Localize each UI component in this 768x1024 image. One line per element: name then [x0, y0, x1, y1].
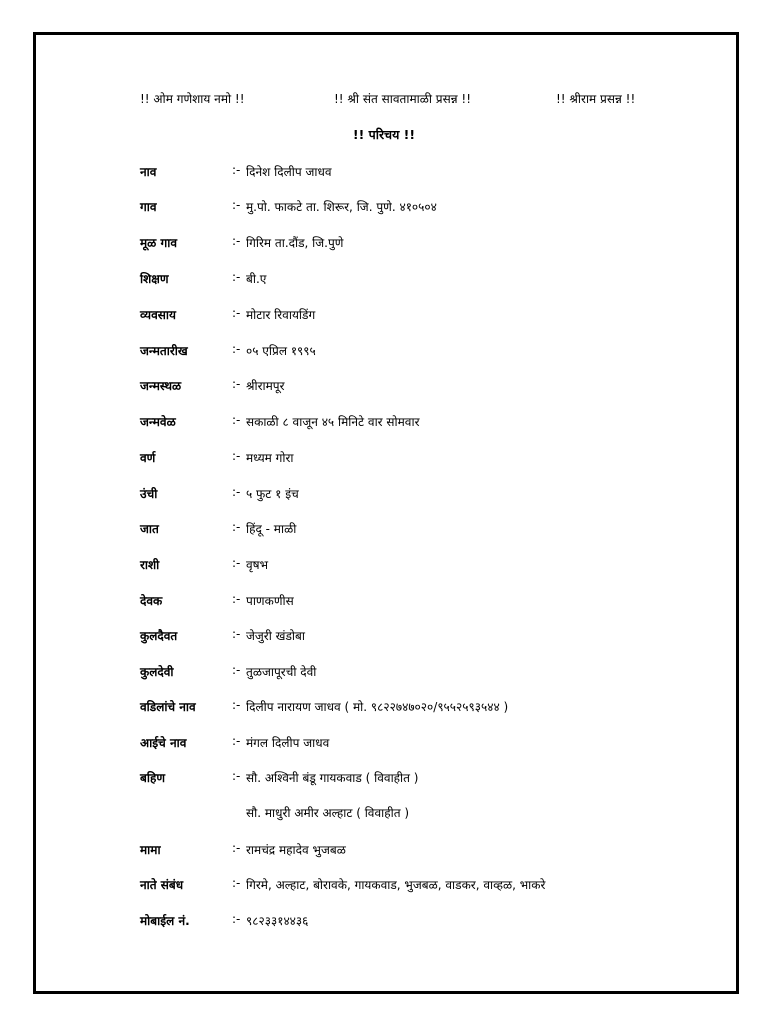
field-value: तुळजापूरची देवी: [246, 665, 317, 679]
field-value: सौ. अश्विनी बंडू गायकवाड ( विवाहीत ): [246, 771, 419, 785]
field-value: जेजुरी खंडोबा: [246, 629, 305, 643]
field-value: श्रीरामपूर: [246, 379, 285, 393]
field-separator: :-: [232, 198, 241, 212]
field-label: मोबाईल नं.: [140, 914, 190, 928]
field-separator: :-: [232, 234, 241, 248]
field-value: हिंदू - माळी: [246, 522, 297, 536]
field-label: नाते संबंध: [140, 878, 184, 892]
field-label: मूळ गाव: [140, 236, 178, 250]
field-separator: :-: [232, 769, 241, 783]
field-separator: :-: [232, 520, 241, 534]
field-separator: :-: [232, 163, 241, 177]
field-separator: :-: [232, 592, 241, 606]
field-separator: :-: [232, 841, 241, 855]
field-separator: :-: [232, 306, 241, 320]
field-value: सकाळी ८ वाजून ४५ मिनिटे वार सोमवार: [246, 415, 420, 429]
field-separator: :-: [232, 342, 241, 356]
field-value-second-sister: सौ. माधुरी अमीर अल्हाट ( विवाहीत ): [246, 806, 410, 820]
field-value: ०५ एप्रिल १९९५: [246, 344, 316, 358]
field-label: गाव: [140, 200, 157, 214]
field-separator: :-: [232, 876, 241, 890]
header-invocation-center: !! श्री संत सावतामाळी प्रसन्न !!: [334, 92, 472, 106]
field-separator: :-: [232, 627, 241, 641]
field-label: कुलदैवत: [140, 629, 178, 643]
field-value: वृषभ: [246, 558, 269, 572]
field-label: जन्मतारीख: [140, 344, 188, 358]
header-invocation-right: !! श्रीराम प्रसन्न !!: [556, 92, 636, 106]
field-value: दिलीप नारायण जाधव ( मो. ९८२२७४७०२०/९५५२५९३५४४ ): [246, 700, 509, 714]
field-value: मंगल दिलीप जाधव: [246, 736, 330, 750]
field-value: दिनेश दिलीप जाधव: [246, 165, 332, 179]
field-value: बी.ए: [246, 272, 267, 286]
field-separator: :-: [232, 698, 241, 712]
field-label: देवक: [140, 594, 163, 608]
field-separator: :-: [232, 270, 241, 284]
field-separator: :-: [232, 734, 241, 748]
field-label: उंची: [140, 487, 158, 501]
page-border: [33, 32, 739, 994]
page-title: !! परिचय !!: [352, 127, 416, 142]
field-label: राशी: [140, 558, 160, 572]
field-value: रामचंद्र महादेव भुजबळ: [246, 843, 346, 857]
field-value: गिरिम ता.दौंड, जि.पुणे: [246, 236, 344, 250]
field-label: जन्मस्थळ: [140, 379, 182, 393]
field-separator: :-: [232, 663, 241, 677]
header-invocation-left: !! ओम गणेशाय नमो !!: [140, 92, 245, 106]
field-label: वडिलांचे नाव: [140, 700, 196, 714]
field-separator: :-: [232, 556, 241, 570]
field-value: मु.पो. फाकटे ता. शिरूर, जि. पुणे. ४१०५०४: [246, 200, 437, 214]
field-separator: :-: [232, 449, 241, 463]
field-value: मोटार रिवायडिंग: [246, 308, 316, 322]
field-label: वर्ण: [140, 451, 156, 465]
field-value: ५ फुट १ इंच: [246, 487, 299, 501]
field-label: जन्मवेळ: [140, 415, 176, 429]
field-separator: :-: [232, 485, 241, 499]
field-label: बहिण: [140, 771, 166, 785]
field-label: कुलदेवी: [140, 665, 174, 679]
field-label: आईचे नाव: [140, 736, 187, 750]
field-label: जात: [140, 522, 159, 536]
field-separator: :-: [232, 413, 241, 427]
field-value: गिरमे, अल्हाट, बोरावके, गायकवाड, भुजबळ, वाडकर, वाव्हळ, भाकरे: [246, 878, 546, 892]
field-value: पाणकणीस: [246, 594, 294, 608]
field-value: ९८२३३१४४३६: [246, 914, 309, 928]
field-label: मामा: [140, 843, 161, 857]
field-value: मध्यम गोरा: [246, 451, 294, 465]
field-label: शिक्षण: [140, 272, 169, 286]
field-label: नाव: [140, 165, 157, 179]
field-label: व्यवसाय: [140, 308, 176, 322]
field-separator: :-: [232, 912, 241, 926]
field-separator: :-: [232, 377, 241, 391]
